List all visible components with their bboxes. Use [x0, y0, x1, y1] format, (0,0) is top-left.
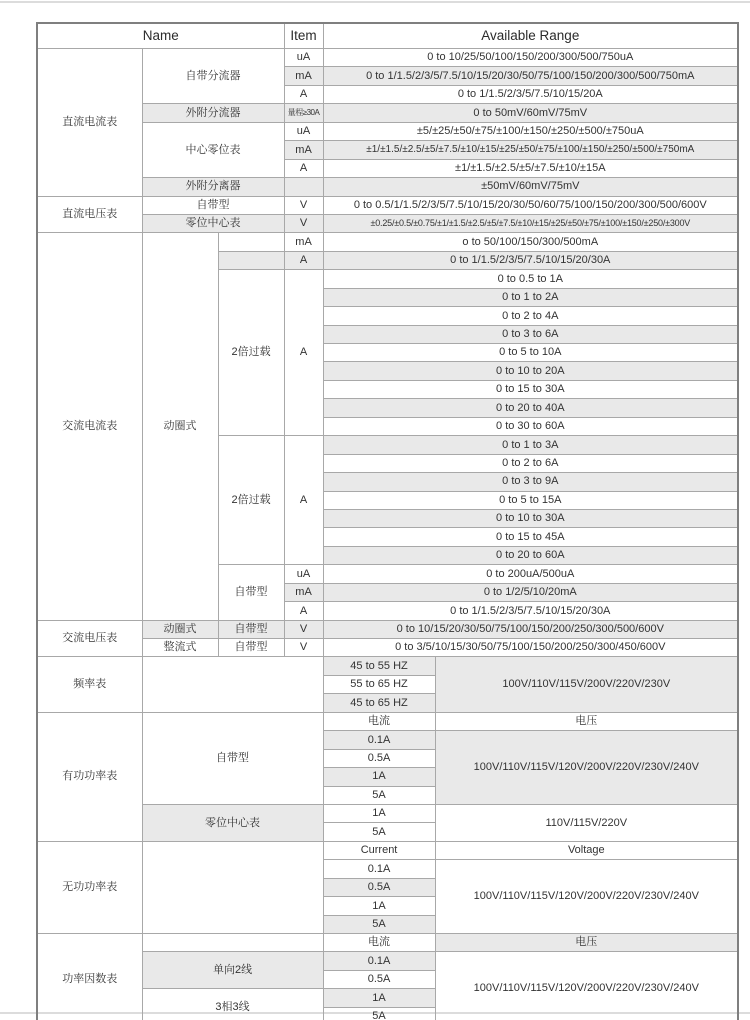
header-row: [37, 23, 738, 49]
item-unit: mA: [284, 583, 323, 601]
range-value: ±1/±1.5/±2.5/±5/±7.5/±10/±15/±25/±50/±75/±100/±150/±250/±500/±750mA: [323, 141, 738, 159]
col-header-range: Available Range: [323, 23, 738, 49]
current-value: 1A: [323, 768, 435, 786]
range-value: 0 to 2 to 4A: [323, 307, 738, 325]
range-value: 0 to 15 to 30A: [323, 380, 738, 398]
item-unit: V: [284, 620, 323, 638]
voltage-value: 100V/110V/115V/120V/200V/220V/230V/240V: [435, 952, 738, 1020]
current-value: 0.5A: [323, 749, 435, 767]
section-frequency-meter: 频率表: [37, 657, 142, 712]
meter-spec-table: [36, 22, 739, 1020]
range-value: 0 to 200uA/500uA: [323, 565, 738, 583]
item-unit: [284, 178, 323, 196]
item-unit: mA: [284, 67, 323, 85]
voltage-header: 电压: [435, 712, 738, 730]
current-value: 5A: [323, 1007, 435, 1020]
table-row: [37, 952, 738, 970]
range-value: 0 to 3 to 6A: [323, 325, 738, 343]
item-unit: mA: [284, 233, 323, 251]
sub-zero-center-meter: 零位中心表: [142, 804, 323, 841]
current-value: 1A: [323, 989, 435, 1007]
range-value: ±50mV/60mV/75mV: [323, 178, 738, 196]
item-unit: uA: [284, 122, 323, 140]
section-dc-voltmeter: 直流电压表: [37, 196, 142, 233]
table-row: [37, 841, 738, 859]
voltage-value: 100V/110V/115V/120V/200V/220V/230V/240V: [435, 731, 738, 805]
item-unit: mA: [284, 141, 323, 159]
range-value: ±5/±25/±50/±75/±100/±150/±250/±500/±750uA: [323, 122, 738, 140]
current-value: 5A: [323, 915, 435, 933]
item-unit: uA: [284, 49, 323, 67]
current-value: 5A: [323, 786, 435, 804]
table-row: [37, 804, 738, 822]
range-value: 0 to 1/1.5/2/3/5/7.5/10/15/20/30A: [323, 602, 738, 620]
current-value: 1A: [323, 804, 435, 822]
current-value: 0.1A: [323, 952, 435, 970]
table-row: [37, 104, 738, 122]
range-value: 0 to 10 to 20A: [323, 362, 738, 380]
item-unit: A: [284, 159, 323, 177]
range-value: 0 to 3/5/10/15/30/50/75/100/150/200/250/300/450/600V: [323, 639, 738, 657]
table-row: [37, 639, 738, 657]
top-divider: [0, 1, 750, 3]
section-ac-voltmeter: 交流电压表: [37, 620, 142, 657]
table-row: [37, 620, 738, 638]
item-unit: A: [284, 251, 323, 269]
range-value: 0 to 1/1.5/2/3/5/7.5/10/15/20A: [323, 85, 738, 103]
item-unit: A: [284, 270, 323, 436]
table-row: [37, 657, 738, 675]
spacer-cell: [142, 841, 323, 933]
table-row: [37, 178, 738, 196]
col-header-name: Name: [37, 23, 284, 49]
section-reactive-power-meter: 无功功率表: [37, 841, 142, 933]
range-value: 0 to 15 to 45A: [323, 528, 738, 546]
table-row: [37, 49, 738, 67]
range-value: 0 to 50mV/60mV/75mV: [323, 104, 738, 122]
sub-built-in-type: 自带型: [142, 712, 323, 804]
sub-2x-overload-2: 2倍过载: [218, 436, 284, 565]
sub-moving-coil: 动圈式: [142, 233, 218, 620]
range-value: 0 to 20 to 40A: [323, 399, 738, 417]
sub-built-in-shunt: 自带分流器: [142, 49, 284, 104]
item-unit: 量程≥30A: [284, 104, 323, 122]
sub-built-in-type: 自带型: [218, 620, 284, 638]
current-value: 0.5A: [323, 878, 435, 896]
range-value: 0 to 20 to 60A: [323, 546, 738, 564]
sub-external-divider: 外附分离器: [142, 178, 284, 196]
range-value: 0 to 1 to 3A: [323, 436, 738, 454]
frequency-range: 45 to 65 HZ: [323, 694, 435, 712]
current-header: 电流: [323, 934, 435, 952]
col-header-item: Item: [284, 23, 323, 49]
table-row: [37, 712, 738, 730]
range-value: 0 to 2 to 6A: [323, 454, 738, 472]
range-value: 0 to 0.5/1/1.5/2/3/5/7.5/10/15/20/30/50/60/75/100/150/200/300/500/600V: [323, 196, 738, 214]
table-row: [37, 934, 738, 952]
range-value: 0 to 30 to 60A: [323, 417, 738, 435]
table-row: [37, 214, 738, 232]
section-power-factor-meter: 功率因数表: [37, 934, 142, 1020]
sub-built-in-type: 自带型: [218, 639, 284, 657]
voltage-value: 110V/115V/220V: [435, 804, 738, 841]
spacer-cell: [218, 251, 284, 269]
spec-table-body: [37, 23, 738, 1020]
sub-built-in-type: 自带型: [218, 565, 284, 620]
current-value: 5A: [323, 823, 435, 841]
range-value: 0 to 10/15/20/30/50/75/100/150/200/250/300/500/600V: [323, 620, 738, 638]
current-value: 0.5A: [323, 970, 435, 988]
sub-built-in-type: 自带型: [142, 196, 284, 214]
voltage-header: 电压: [435, 934, 738, 952]
range-value: 0 to 1/2/5/10/20mA: [323, 583, 738, 601]
range-value: ±0.25/±0.5/±0.75/±1/±1.5/±2.5/±5/±7.5/±10/±15/±25/±50/±75/±100/±150/±250/±300V: [323, 214, 738, 232]
range-value: 0 to 1/1.5/2/3/5/7.5/10/15/20/30/50/75/100/150/200/300/500/750mA: [323, 67, 738, 85]
item-unit: V: [284, 214, 323, 232]
voltage-header: Voltage: [435, 841, 738, 859]
spacer-cell: [218, 233, 284, 251]
current-value: 0.1A: [323, 731, 435, 749]
section-dc-ammeter: 直流电流表: [37, 49, 142, 197]
sub-center-zero-meter: 中心零位表: [142, 122, 284, 177]
range-value: 0 to 1 to 2A: [323, 288, 738, 306]
sub-moving-coil: 动圈式: [142, 620, 218, 638]
voltage-value: 100V/110V/115V/200V/220V/230V: [435, 657, 738, 712]
range-value: 0 to 0.5 to 1A: [323, 270, 738, 288]
range-value: 0 to 5 to 15A: [323, 491, 738, 509]
range-value: o to 50/100/150/300/500mA: [323, 233, 738, 251]
item-unit: V: [284, 196, 323, 214]
section-ac-ammeter: 交流电流表: [37, 233, 142, 620]
table-row: [37, 122, 738, 140]
spacer-cell: [142, 934, 323, 952]
current-value: 0.1A: [323, 860, 435, 878]
sub-single-phase-2-wire: 单向2线: [142, 952, 323, 989]
range-value: 0 to 1/1.5/2/3/5/7.5/10/15/20/30A: [323, 251, 738, 269]
range-value: ±1/±1.5/±2.5/±5/±7.5/±10/±15A: [323, 159, 738, 177]
current-header: 电流: [323, 712, 435, 730]
item-unit: A: [284, 85, 323, 103]
range-value: 0 to 10 to 30A: [323, 509, 738, 527]
current-value: 1A: [323, 897, 435, 915]
current-header: Current: [323, 841, 435, 859]
frequency-range: 45 to 55 HZ: [323, 657, 435, 675]
table-row: [37, 196, 738, 214]
item-unit: A: [284, 602, 323, 620]
item-unit: V: [284, 639, 323, 657]
section-active-power-meter: 有功功率表: [37, 712, 142, 841]
range-value: 0 to 10/25/50/100/150/200/300/500/750uA: [323, 49, 738, 67]
table-row: [37, 233, 738, 251]
item-unit: uA: [284, 565, 323, 583]
range-value: 0 to 5 to 10A: [323, 344, 738, 362]
voltage-value: 100V/110V/115V/120V/200V/220V/230V/240V: [435, 860, 738, 934]
sub-3-phase-3-wire: 3相3线: [142, 989, 323, 1020]
sub-2x-overload-1: 2倍过载: [218, 270, 284, 436]
spacer-cell: [142, 657, 323, 712]
sub-zero-center-meter: 零位中心表: [142, 214, 284, 232]
sub-external-shunt: 外附分流器: [142, 104, 284, 122]
range-value: 0 to 3 to 9A: [323, 473, 738, 491]
item-unit: A: [284, 436, 323, 565]
sub-rectifier: 整流式: [142, 639, 218, 657]
frequency-range: 55 to 65 HZ: [323, 675, 435, 693]
